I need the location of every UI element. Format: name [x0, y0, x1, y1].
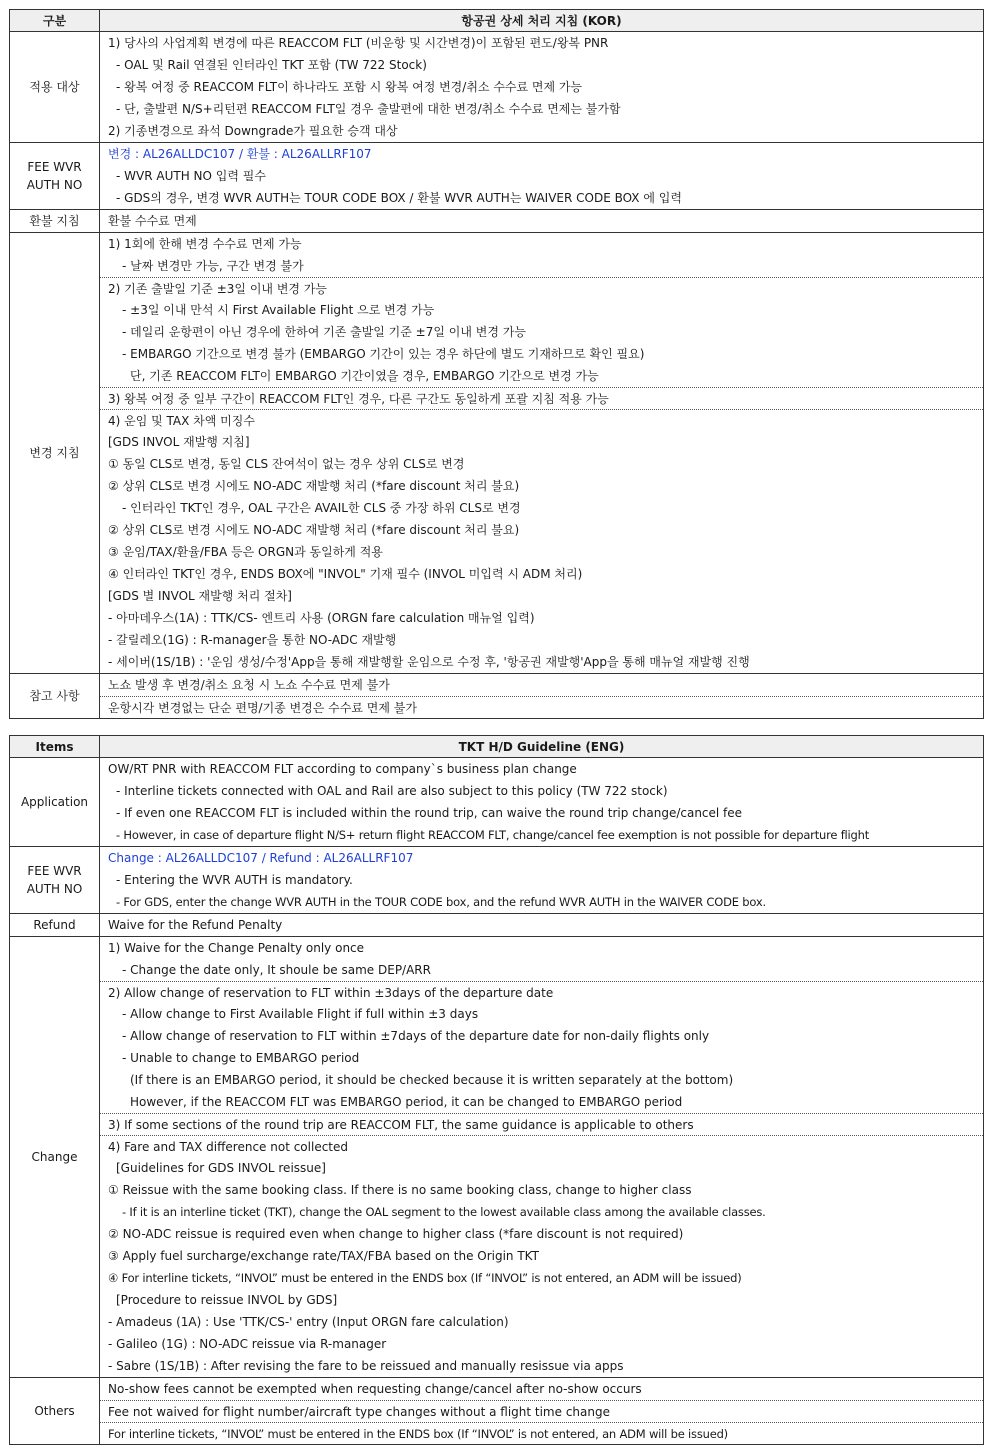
guideline-line: - 인터라인 TKT인 경우, OAL 구간은 AVAIL한 CLS 중 가장 하위 CLS로 변경	[122, 501, 521, 515]
guideline-line: 4) Fare and TAX difference not collected	[100, 1135, 983, 1157]
section-label: FEE WVR AUTH NO	[10, 847, 100, 914]
guideline-line: 3) If some sections of the round trip are REACCOM FLT, the same guidance is applicable to others	[100, 1113, 983, 1135]
guideline-line: - Sabre (1S/1B) : After revising the fare to be reissued and manually resissue via apps	[108, 1359, 624, 1373]
guideline-line: [GDS INVOL 재발행 지침]	[108, 435, 250, 449]
section-row	[10, 233, 984, 674]
guideline-line: 환불 수수료 면제	[108, 214, 197, 228]
guideline-line: - For GDS, enter the change WVR AUTH in the TOUR CODE box, and the refund WVR AUTH in the WAIVER CODE box.	[116, 895, 766, 909]
guideline-line: However, if the REACCOM FLT was EMBARGO period, it can be changed to EMBARGO period	[130, 1095, 683, 1109]
section-row	[10, 210, 984, 233]
guideline-line: - If even one REACCOM FLT is included within the round trip, can waive the round trip change/cancel fee	[116, 806, 743, 820]
section-content	[100, 143, 984, 210]
guideline-line: (If there is an EMBARGO period, it should be checked because it is written separately at the bottom)	[130, 1073, 734, 1087]
guideline-line: - Entering the WVR AUTH is mandatory.	[116, 873, 353, 887]
guideline-line: 2) 기존 출발일 기준 ±3일 이내 변경 가능	[100, 277, 983, 299]
guideline-line: Waive for the Refund Penalty	[108, 918, 283, 932]
guideline-line: - 날짜 변경만 가능, 구간 변경 불가	[122, 259, 304, 273]
guideline-line: - ±3일 이내 만석 시 First Available Flight 으로 변경 가능	[122, 303, 435, 317]
section-content	[100, 1378, 984, 1445]
guideline-line: - Change the date only, It shoule be same DEP/ARR	[122, 963, 431, 977]
kor-guideline-table	[9, 9, 984, 719]
guideline-header: TKT H/D Guideline (ENG)	[100, 736, 984, 758]
guideline-line: ③ 운임/TAX/환율/FBA 등은 ORGN과 동일하게 적용	[108, 545, 383, 559]
guideline-line: - However, in case of departure flight N/S+ return flight REACCOM FLT, change/cancel fee exemption is not possible for departure flight	[116, 828, 870, 842]
guideline-line: - 데일리 운항편이 아닌 경우에 한하여 기존 출발일 기준 ±7일 이내 변경 가능	[122, 325, 526, 339]
guideline-line: [Guidelines for GDS INVOL reissue]	[116, 1161, 326, 1175]
section-row	[10, 32, 984, 143]
waiver-code-line: 변경 : AL26ALLDC107 / 환불 : AL26ALLRF107	[108, 147, 372, 161]
guideline-line: ② 상위 CLS로 변경 시에도 NO-ADC 재발행 처리 (*fare discount 처리 불요)	[108, 479, 520, 493]
section-content	[100, 32, 984, 143]
guideline-line: 4) 운임 및 TAX 차액 미징수	[100, 409, 983, 431]
guideline-line: [GDS 별 INVOL 재발행 처리 절차]	[108, 589, 292, 603]
kor-table-body	[10, 32, 984, 719]
section-row	[10, 847, 984, 914]
section-row	[10, 143, 984, 210]
guideline-line: 1) Waive for the Change Penalty only once	[108, 941, 365, 955]
guideline-line: 노쇼 발생 후 변경/취소 요청 시 노쇼 수수료 면제 불가	[108, 678, 390, 692]
guideline-line: For interline tickets, “INVOL” must be entered in the ENDS box (If “INVOL” is not entered, an ADM will be issued)	[100, 1422, 983, 1444]
section-label: 환불 지침	[10, 210, 100, 233]
guideline-line: - Galileo (1G) : NO-ADC reissue via R-manager	[108, 1337, 387, 1351]
guideline-line: ② 상위 CLS로 변경 시에도 NO-ADC 재발행 처리 (*fare discount 처리 불요)	[108, 523, 520, 537]
section-label: 적용 대상	[10, 32, 100, 143]
section-content	[100, 847, 984, 914]
guideline-line: - 갈릴레오(1G) : R-manager을 통한 NO-ADC 재발행	[108, 633, 397, 647]
guideline-line: 운항시각 변경없는 단순 편명/기종 변경은 수수료 면제 불가	[100, 696, 983, 718]
guideline-line: - Amadeus (1A) : Use 'TTK/CS-' entry (Input ORGN fare calculation)	[108, 1315, 509, 1329]
guideline-line: - OAL 및 Rail 연결된 인터라인 TKT 포함 (TW 722 Stock)	[116, 58, 427, 72]
guideline-line: - Interline tickets connected with OAL and Rail are also subject to this policy (TW 722 stock)	[116, 784, 668, 798]
waiver-code-line: Change : AL26ALLDC107 / Refund : AL26ALLRF107	[108, 851, 414, 865]
section-content	[100, 758, 984, 847]
guideline-line: Fee not waived for flight number/aircraft type changes without a flight time change	[100, 1400, 983, 1422]
section-content	[100, 937, 984, 1378]
section-label: Change	[10, 937, 100, 1378]
section-label: 참고 사항	[10, 674, 100, 719]
section-row	[10, 1378, 984, 1445]
guideline-line: ① Reissue with the same booking class. If there is no same booking class, change to higher class	[108, 1183, 692, 1197]
guideline-line: 단, 기존 REACCOM FLT이 EMBARGO 기간이였을 경우, EMBARGO 기간으로 변경 가능	[130, 369, 599, 383]
guideline-line: - Unable to change to EMBARGO period	[122, 1051, 360, 1065]
category-header: Items	[10, 736, 100, 758]
guideline-line: ④ For interline tickets, “INVOL” must be entered in the ENDS box (If “INVOL” is not entered, an ADM will be issued)	[108, 1271, 742, 1285]
guideline-line: 3) 왕복 여정 중 일부 구간이 REACCOM FLT인 경우, 다른 구간도 동일하게 포괄 지침 적용 가능	[100, 387, 983, 409]
guideline-line: - Allow change to First Available Flight if full within ±3 days	[122, 1007, 479, 1021]
guideline-line: - Allow change of reservation to FLT within ±7days of the departure date for non-daily flights only	[122, 1029, 710, 1043]
guideline-line: - 세이버(1S/1B) : '운임 생성/수정'App을 통해 재발행할 운임으로 수정 후, '항공권 재발행'App을 통해 매뉴얼 재발행 진행	[108, 655, 750, 669]
section-content	[100, 674, 984, 719]
guideline-line: ② NO-ADC reissue is required even when change to higher class (*fare discount is not required)	[108, 1227, 684, 1241]
section-row	[10, 674, 984, 719]
guideline-line: 2) 기종변경으로 좌석 Downgrade가 필요한 승객 대상	[108, 124, 398, 138]
guideline-line: - GDS의 경우, 변경 WVR AUTH는 TOUR CODE BOX / 환불 WVR AUTH는 WAIVER CODE BOX 에 입력	[116, 191, 682, 205]
section-content	[100, 210, 984, 233]
section-content	[100, 914, 984, 937]
section-row	[10, 758, 984, 847]
guideline-line: OW/RT PNR with REACCOM FLT according to company`s business plan change	[108, 762, 577, 776]
guideline-line: - If it is an interline ticket (TKT), change the OAL segment to the lowest available class among the available classes.	[122, 1205, 766, 1219]
section-row	[10, 937, 984, 1378]
guideline-line: - 단, 출발편 N/S+리턴편 REACCOM FLT일 경우 출발편에 대한 변경/취소 수수료 면제는 불가함	[116, 102, 621, 116]
guideline-line: - WVR AUTH NO 입력 필수	[116, 169, 266, 183]
section-content	[100, 233, 984, 674]
guideline-line: ① 동일 CLS로 변경, 동일 CLS 잔여석이 없는 경우 상위 CLS로 변경	[108, 457, 465, 471]
guideline-line: 1) 1회에 한해 변경 수수료 면제 가능	[108, 237, 302, 251]
guideline-line: ④ 인터라인 TKT인 경우, ENDS BOX에 "INVOL" 기재 필수 (INVOL 미입력 시 ADM 처리)	[108, 567, 583, 581]
eng-table-body	[10, 758, 984, 1445]
guideline-line: - 왕복 여정 중 REACCOM FLT이 하나라도 포함 시 왕복 여정 변경/취소 수수료 면제 가능	[116, 80, 583, 94]
guideline-header: 항공권 상세 처리 지침 (KOR)	[100, 10, 984, 32]
eng-guideline-table	[9, 735, 984, 1445]
guideline-line: 2) Allow change of reservation to FLT within ±3days of the departure date	[100, 981, 983, 1003]
guideline-line: - EMBARGO 기간으로 변경 불가 (EMBARGO 기간이 있는 경우 하단에 별도 기재하므로 확인 필요)	[122, 347, 645, 361]
category-header: 구분	[10, 10, 100, 32]
guideline-line: [Procedure to reissue INVOL by GDS]	[116, 1293, 338, 1307]
section-label: Refund	[10, 914, 100, 937]
table-header-row	[10, 10, 984, 32]
section-label: 변경 지침	[10, 233, 100, 674]
guideline-line: - 아마데우스(1A) : TTK/CS- 엔트리 사용 (ORGN fare calculation 매뉴얼 입력)	[108, 611, 535, 625]
guideline-line: ③ Apply fuel surcharge/exchange rate/TAX/FBA based on the Origin TKT	[108, 1249, 539, 1263]
section-label: FEE WVR AUTH NO	[10, 143, 100, 210]
guideline-line: No-show fees cannot be exempted when requesting change/cancel after no-show occurs	[108, 1382, 642, 1396]
section-label: Application	[10, 758, 100, 847]
section-row	[10, 914, 984, 937]
table-header-row	[10, 736, 984, 758]
section-label: Others	[10, 1378, 100, 1445]
guideline-line: 1) 당사의 사업계획 변경에 따른 REACCOM FLT (비운항 및 시간변경)이 포함된 편도/왕복 PNR	[108, 36, 609, 50]
